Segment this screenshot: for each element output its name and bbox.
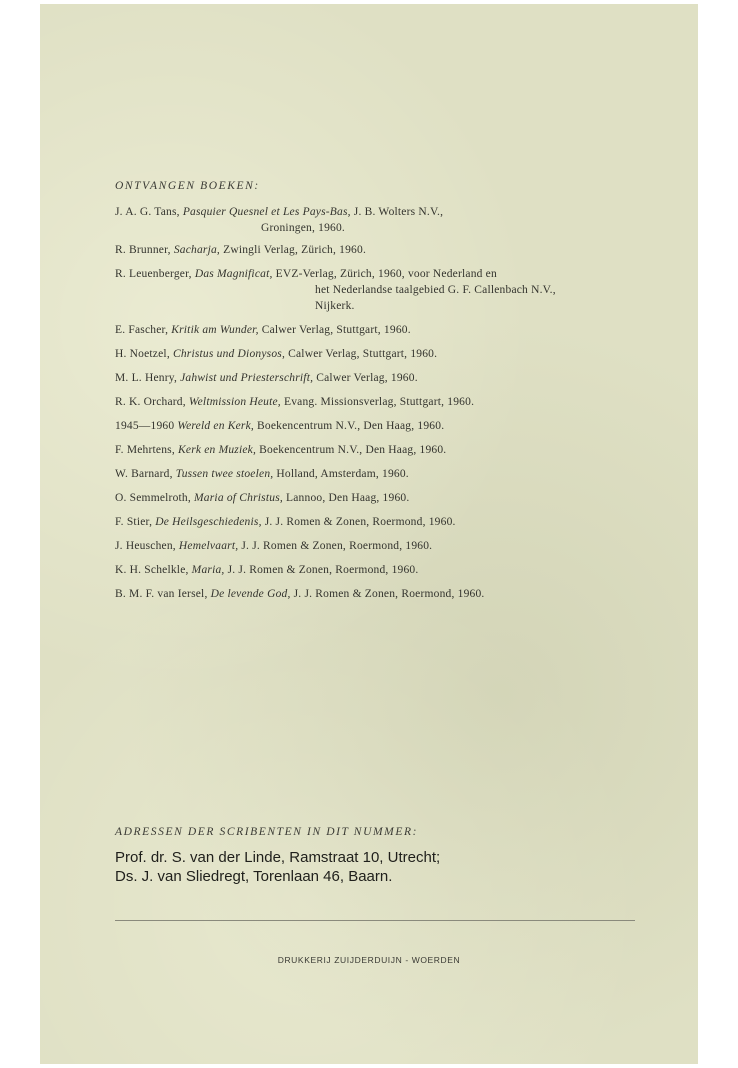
book-title: Weltmission Heute, [188,396,281,408]
book-author: F. Stier, [115,516,153,528]
book-title: Sacharja, [173,244,221,256]
book-title: Das Magnificat, [194,268,273,280]
book-publisher: EVZ-Verlag, Zürich, 1960, voor Nederland en [275,268,497,280]
book-author: M. L. Henry, [115,372,178,384]
book-publisher: J. J. Romen & Zonen, Roermond, 1960. [241,540,433,552]
book-entry [115,514,635,530]
book-publisher: J. B. Wolters N.V., [353,206,444,218]
book-title: De levende God, [210,588,291,600]
book-entry [115,418,635,434]
book-publisher: Lannoo, Den Haag, 1960. [286,492,410,504]
book-publisher: J. J. Romen & Zonen, Roermond, 1960. [227,564,419,576]
book-author: F. Mehrtens, [115,444,175,456]
address-line: Prof. dr. S. van der Linde, Ramstraat 10, Utrecht; [115,849,441,866]
book-entry [115,490,635,506]
book-title: Hemelvaart, [178,540,239,552]
book-publisher: Calwer Verlag, Stuttgart, 1960. [288,348,438,360]
book-publisher: J. J. Romen & Zonen, Roermond, 1960. [293,588,485,600]
book-entry [115,204,635,236]
book-author: J. Heuschen, [115,540,176,552]
book-title: De Heilsgeschiedenis, [155,516,262,528]
book-continuation: het Nederlandse taalgebied G. F. Callenbach N.V., [315,284,556,296]
book-publisher: Boekencentrum N.V., Den Haag, 1960. [257,420,445,432]
book-title: Maria of Christus, [194,492,283,504]
book-entry [115,562,635,578]
book-entry [115,346,635,362]
document-page [40,4,698,1064]
book-entry [115,322,635,338]
book-title: Pasquier Quesnel et Les Pays-Bas, [182,206,351,218]
printer-imprint: DRUKKERIJ ZUIJDERDUIJN - WOERDEN [277,955,461,965]
book-author: R. Leuenberger, [115,268,192,280]
book-publisher: Calwer Verlag, 1960. [316,372,418,384]
book-title: Kritik am Wunder, [171,324,259,336]
book-publisher: Calwer Verlag, Stuttgart, 1960. [261,324,411,336]
book-author: 1945—1960 [115,420,175,432]
book-author: K. H. Schelkle, [115,564,189,576]
book-continuation: Groningen, 1960. [261,222,346,234]
book-publisher: Evang. Missionsverlag, Stuttgart, 1960. [283,396,475,408]
book-title: Christus und Dionysos, [172,348,286,360]
book-entry [115,370,635,386]
book-title: Jahwist und Priesterschrift, [180,372,314,384]
book-author: B. M. F. van Iersel, [115,588,208,600]
book-entry [115,586,635,602]
book-entry [115,266,635,314]
address-line: Ds. J. van Sliedregt, Torenlaan 46, Baarn. [115,868,393,885]
book-author: R. Brunner, [115,244,171,256]
book-author: R. K. Orchard, [115,396,186,408]
book-author: E. Fascher, [115,324,169,336]
book-publisher: Zwingli Verlag, Zürich, 1960. [223,244,367,256]
addresses-heading: ADRESSEN DER SCRIBENTEN IN DIT NUMMER: [115,826,419,838]
book-title: Wereld en Kerk, [177,420,254,432]
book-title: Tussen twee stoelen, [175,468,274,480]
book-author: J. A. G. Tans, [115,206,180,218]
book-publisher: J. J. Romen & Zonen, Roermond, 1960. [264,516,456,528]
book-entry [115,466,635,482]
book-entry [115,394,635,410]
book-title: Maria, [191,564,225,576]
book-entry [115,242,635,258]
book-author: H. Noetzel, [115,348,170,360]
book-entry [115,538,635,554]
received-books-heading: ONTVANGEN BOEKEN: [115,180,260,192]
book-title: Kerk en Muziek, [178,444,257,456]
book-continuation: Nijkerk. [315,300,355,312]
book-entry [115,442,635,458]
book-author: W. Barnard, [115,468,173,480]
book-publisher: Boekencentrum N.V., Den Haag, 1960. [259,444,447,456]
book-publisher: Holland, Amsterdam, 1960. [276,468,409,480]
divider-rule [115,920,635,921]
book-author: O. Semmelroth, [115,492,191,504]
